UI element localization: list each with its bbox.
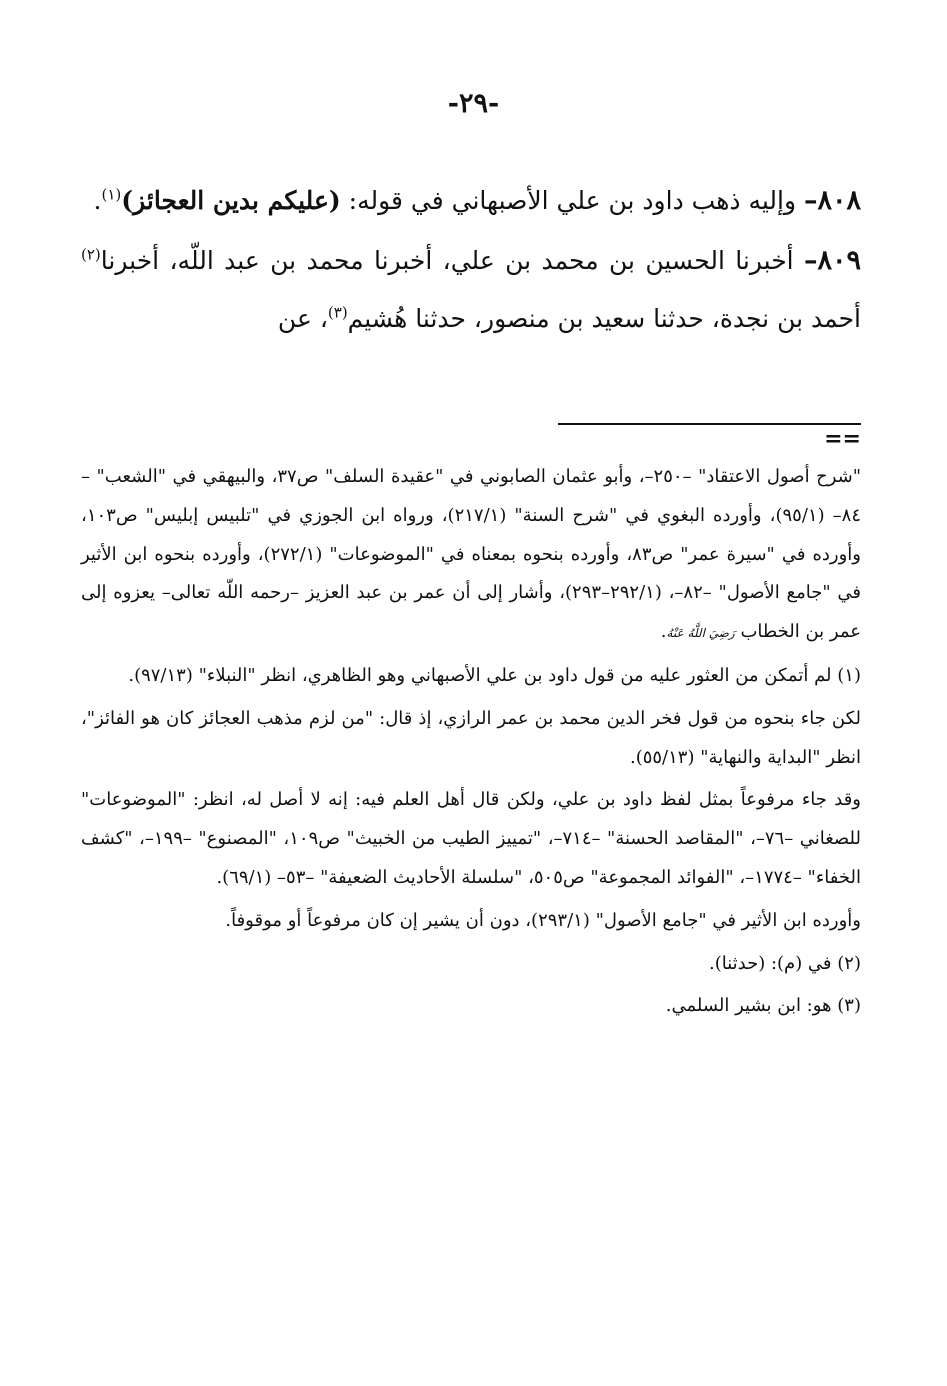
isnad-text-part3: ، عن xyxy=(277,304,328,333)
footnote-continued-end: . xyxy=(660,621,667,643)
paragraph-808-text: وإليه ذهب داود بن علي الأصبهاني في قوله: xyxy=(340,186,804,215)
footnote-1-para-4: وأورده ابن الأثير في "جامع الأصول" (٢٩٣/١)، دون أن يشير إن كان مرفوعاً أو موقوفاً. xyxy=(225,909,861,931)
isnad-text-part2: أحمد بن نجدة، حدثنا سعيد بن منصور، حدثنا هُشيم xyxy=(347,304,861,333)
paragraph-808-end: . xyxy=(93,186,102,215)
paragraph-809 xyxy=(81,232,861,348)
footnote-1-label: (١) xyxy=(837,664,861,686)
footnote-2 xyxy=(81,945,861,984)
footnote-1 xyxy=(81,657,861,696)
footnote-1-text: لم أتمكن من العثور عليه من قول داود بن علي الأصبهاني وهو الظاهري، انظر "النبلاء" (٩٧/١٣). xyxy=(128,664,838,686)
footnote-3-label: (٣) xyxy=(837,995,861,1017)
footnote-2-label: (٢) xyxy=(837,952,861,974)
footnote-ref-1: (١) xyxy=(101,185,122,204)
page-number: -٢٩- xyxy=(447,88,500,119)
footnote-ref-2: (٢) xyxy=(81,245,101,264)
hadith-number-809: ٨٠٩– xyxy=(803,245,861,276)
footnotes-section xyxy=(81,458,861,1030)
footnote-1-para-2: لكن جاء بنحوه من قول فخر الدين محمد بن عمر الرازي، إذ قال: "من لزم مذهب العجائز كان هو الفائز"، انظر "البداية والنهاية" (٥٥/١٣). xyxy=(81,707,861,768)
isnad-text-part1: أخبرنا الحسين بن محمد بن علي، أخبرنا محمد بن عبد اللّه، أخبرنا xyxy=(100,246,804,275)
hadith-number-808: ٨٠٨– xyxy=(803,185,861,216)
continuation-mark: == xyxy=(824,426,861,452)
footnote-1-para-3: وقد جاء مرفوعاً بمثل لفظ داود بن علي، ولكن قال أهل العلم فيه: إنه لا أصل له، انظر: "الموضوعات" للصغاني –٧٦–، "المقاصد الحسنة" –٧١٤–، "تمييز الطيب من الخبيث" ص١٠٩، "المصنوع" –١٩٩–، "كشف الخفاء" –١٧٧٤–، "الفوائد المجموعة" ص٥٠٥، "سلسلة الأحاديث الضعيفة" –٥٣– (٦٩/١). xyxy=(81,789,861,888)
footnote-ref-3: (٣) xyxy=(327,303,348,322)
footnote-separator xyxy=(558,423,861,425)
main-text xyxy=(81,172,861,350)
footnote-continued-text: "شرح أصول الاعتقاد" –٢٥٠–، وأبو عثمان الصابوني في "عقيدة السلف" ص٣٧، والبيهقي في "الشعب" –٨٤– (٩٥/١)، وأورده البغوي في "شرح السنة" (٢١٧/١)، ورواه ابن الجوزي في "تلبيس إبليس" ص١٠٣، وأورده في "سيرة عمر" ص٨٣، وأورده بنحوه بمعناه في "الموضوعات" (٢٧٢/١)، وأورده بنحوه ابن الأثير في "جامع الأصول" –٨٢–، (٢٩٢/١–٢٩٣)، وأشار إلى أن عمر بن عبد العزيز –رحمه اللّه تعالى– يعزوه إلى عمر بن الخطاب xyxy=(81,466,862,643)
footnote-3 xyxy=(81,987,861,1026)
footnote-2-text: في (م): (حدثنا). xyxy=(708,952,838,974)
quoted-saying: (عليكم بدين العجائز) xyxy=(121,186,341,215)
paragraph-808 xyxy=(81,172,861,230)
footnote-continued xyxy=(81,458,861,653)
footnote-3-text: هو: ابن بشير السلمي. xyxy=(665,995,838,1017)
honorific-glyph: رَضِيَ اللَّهُ عَنْهُ xyxy=(666,626,735,641)
